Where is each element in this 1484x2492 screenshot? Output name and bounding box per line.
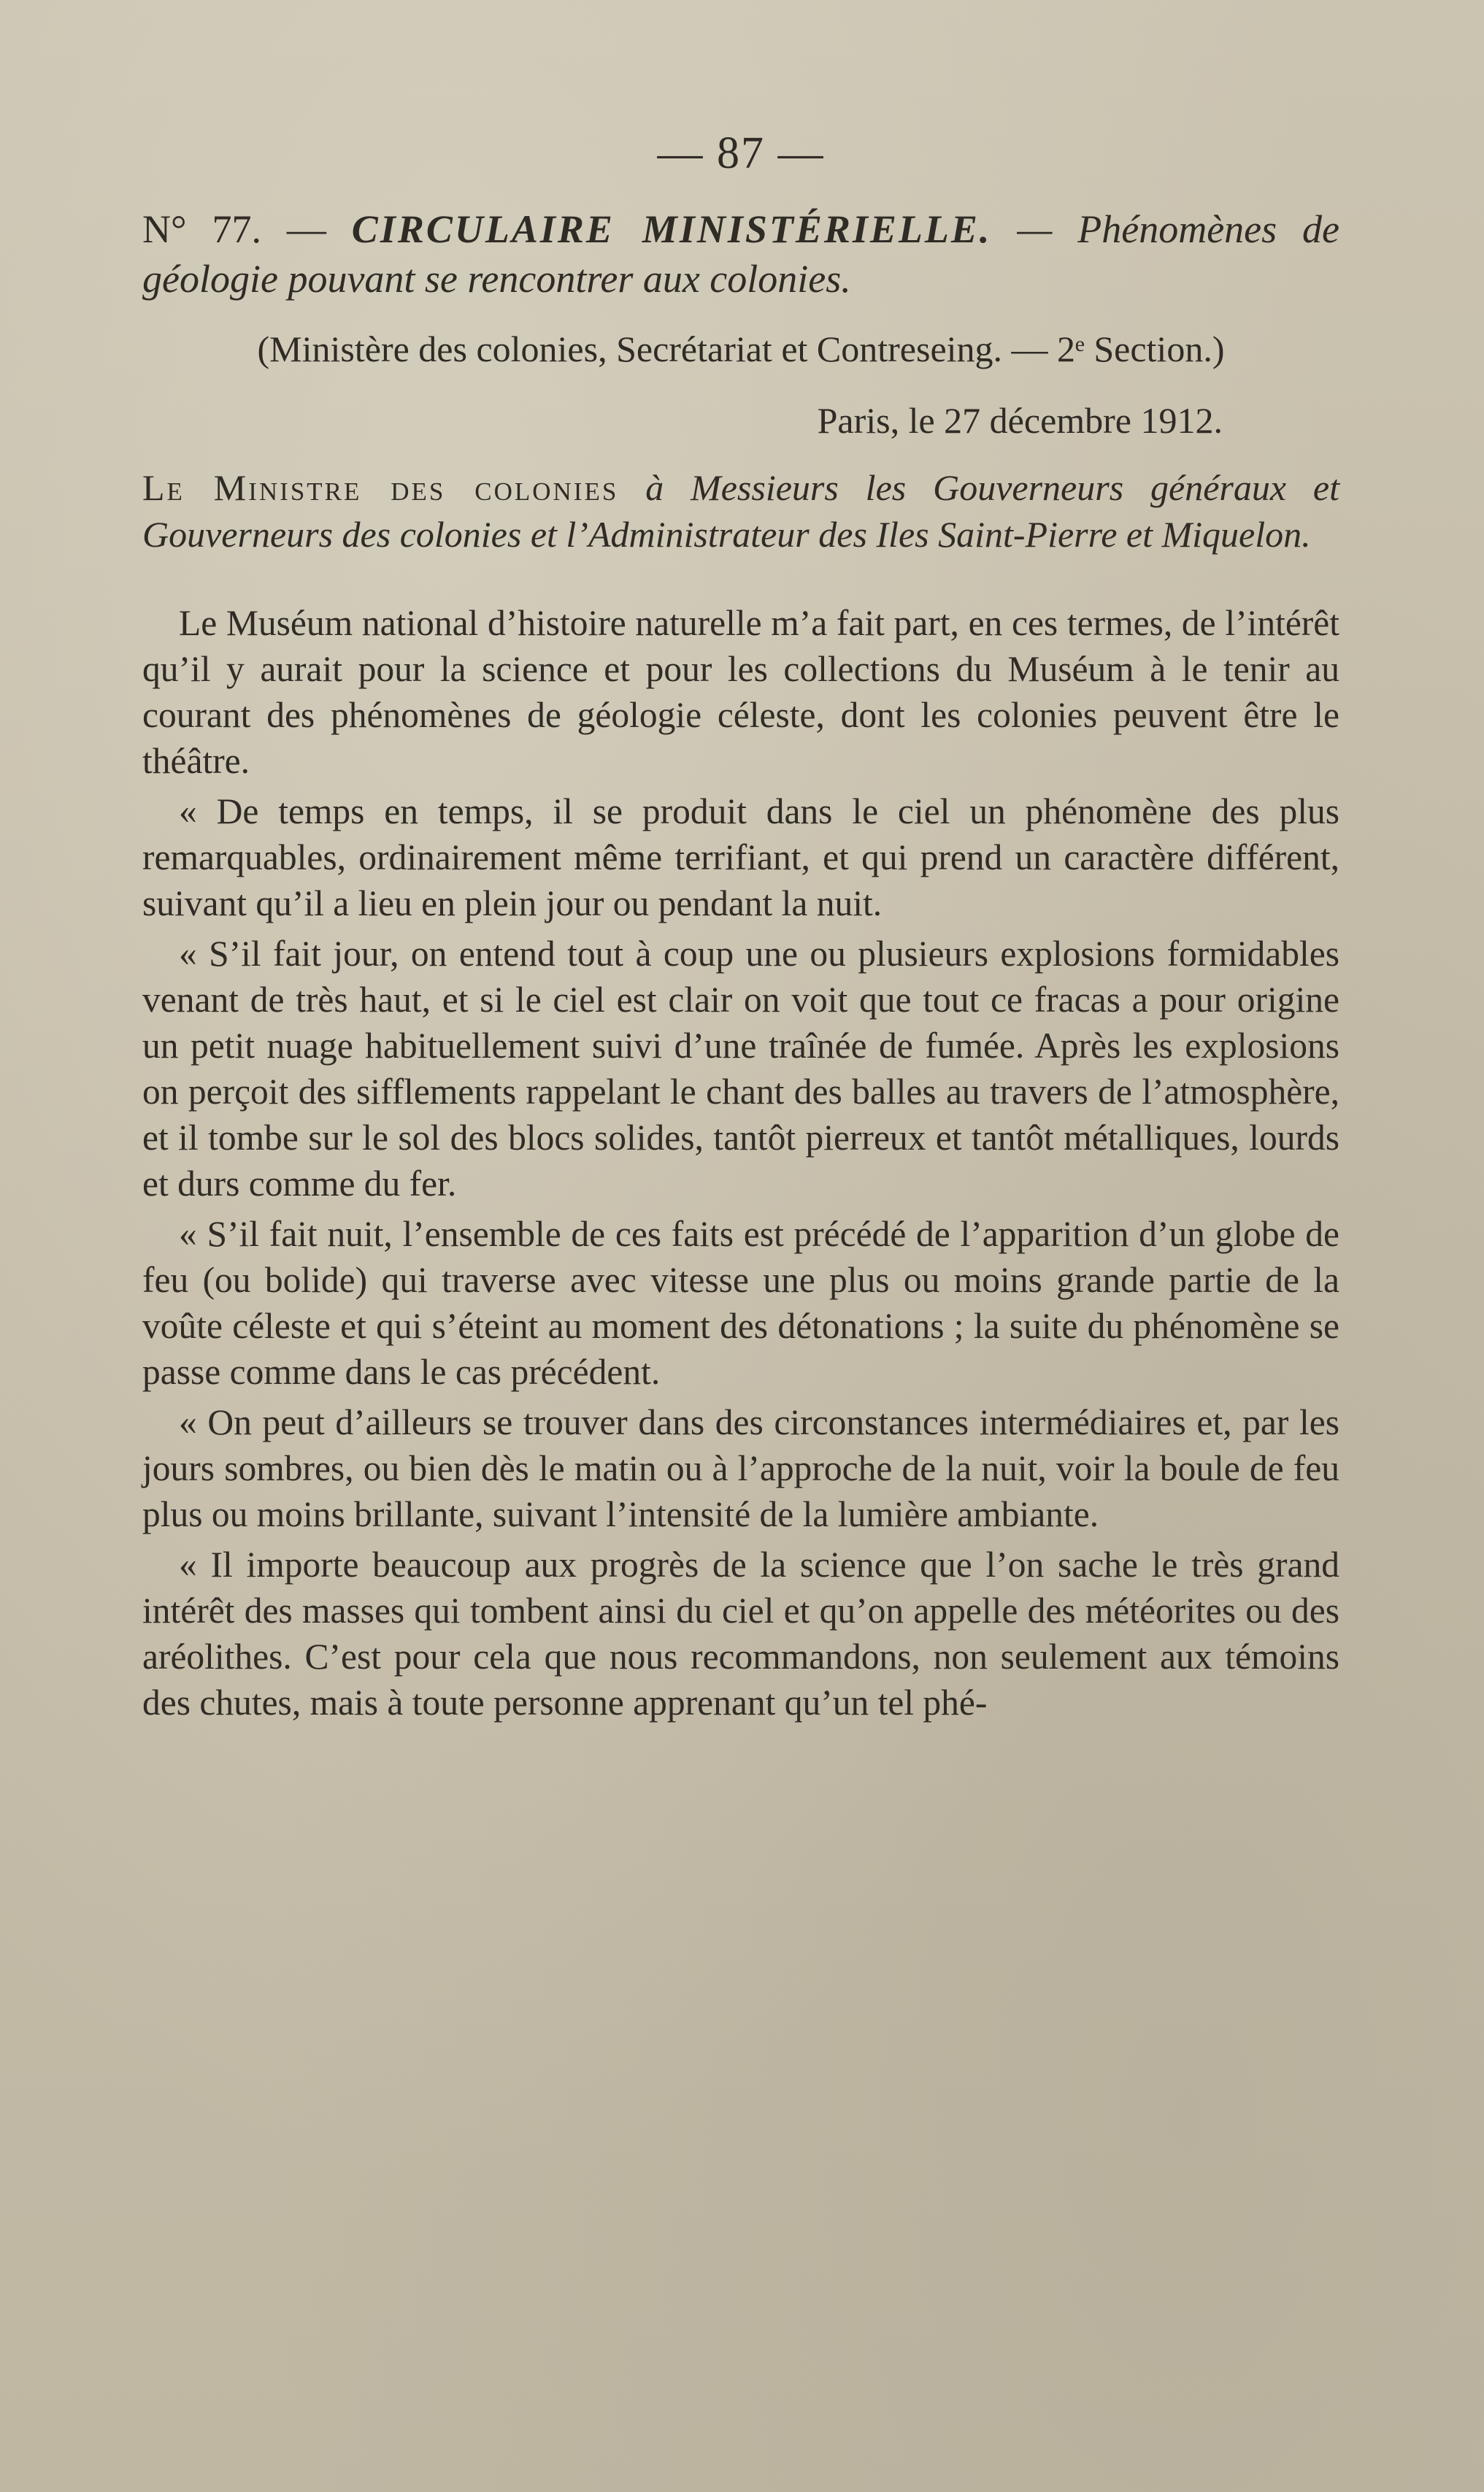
paragraph: « S’il fait jour, on entend tout à coup une ou plusieurs explosions formidables venant de très haut, et si le ciel est clair on voit que tout ce fracas a pour origine un petit nuage habituellement suivi d’une traînée de fumée. Après les explosions on perçoit des sifflements rappelant le chant des balles au travers de l’atmosphère, et il tombe sur le sol des blocs solides, tantôt pierreux et tantôt métalliques, lourds et durs comme du fer. (142, 934, 1339, 1204)
circular-title: CIRCULAIRE MINISTÉRIELLE. (351, 207, 992, 251)
address-recipients: à Messieurs les Gouverneurs généraux et Gouverneurs des colonies et l’Administrateur des Iles Saint-Pierre et Miquelon. (142, 467, 1339, 555)
paragraph: « S’il fait nuit, l’ensemble de ces faits est précédé de l’apparition d’un globe de feu (ou bolide) qui traverse avec vitesse une plus ou moins grande partie de la voûte céleste et qui s’éteint au moment des détonations ; la suite du phénomène se passe comme dans le cas précédent. (142, 1214, 1339, 1392)
page-content (142, 124, 1339, 1726)
paragraph: « On peut d’ailleurs se trouver dans des circonstances intermédiaires et, par les jours sombres, ou bien dès le matin ou à l’approche de la nuit, voir la boule de feu plus ou moins brillante, suivant l’intensité de la lumière ambiante. (142, 1402, 1339, 1534)
paragraph: « De temps en temps, il se produit dans le ciel un phénomène des plus remarquables, ordinairement même terrifiant, et qui prend un caractère différent, suivant qu’il a lieu en plein jour ou pendant la nuit. (142, 791, 1339, 923)
page-number: — 87 — (657, 128, 825, 178)
paragraph: « Il importe beaucoup aux progrès de la science que l’on sache le très grand intérêt des masses qui tombent ainsi du ciel et qu’on appelle des météorites ou des aréolithes. C’est pour cela que nous recommandons, non seulement aux témoins des chutes, mais à toute personne apprenant qu’un tel phé- (142, 1545, 1339, 1723)
circular-body (142, 600, 1339, 1726)
circular-heading (142, 204, 1339, 304)
circular-number: N° 77. — (142, 207, 326, 251)
address-sender: Le Ministre des colonies (142, 467, 619, 508)
place-date: Paris, le 27 décembre 1912. (817, 400, 1223, 441)
ministry-line: (Ministère des colonies, Secrétariat et Contreseing. — 2ᵉ Section.) (257, 328, 1225, 369)
address-block (142, 464, 1339, 558)
circular-subject: — Phénomènes de géologie pouvant se rencontrer aux colonies. (142, 207, 1340, 301)
paragraph: Le Muséum national d’histoire naturelle m’a fait part, en ces termes, de l’intérêt qu’il y aurait pour la science et pour les collections du Muséum à le tenir au courant des phénomènes de géologie céleste, dont les colonies peuvent être le théâtre. (142, 603, 1339, 781)
